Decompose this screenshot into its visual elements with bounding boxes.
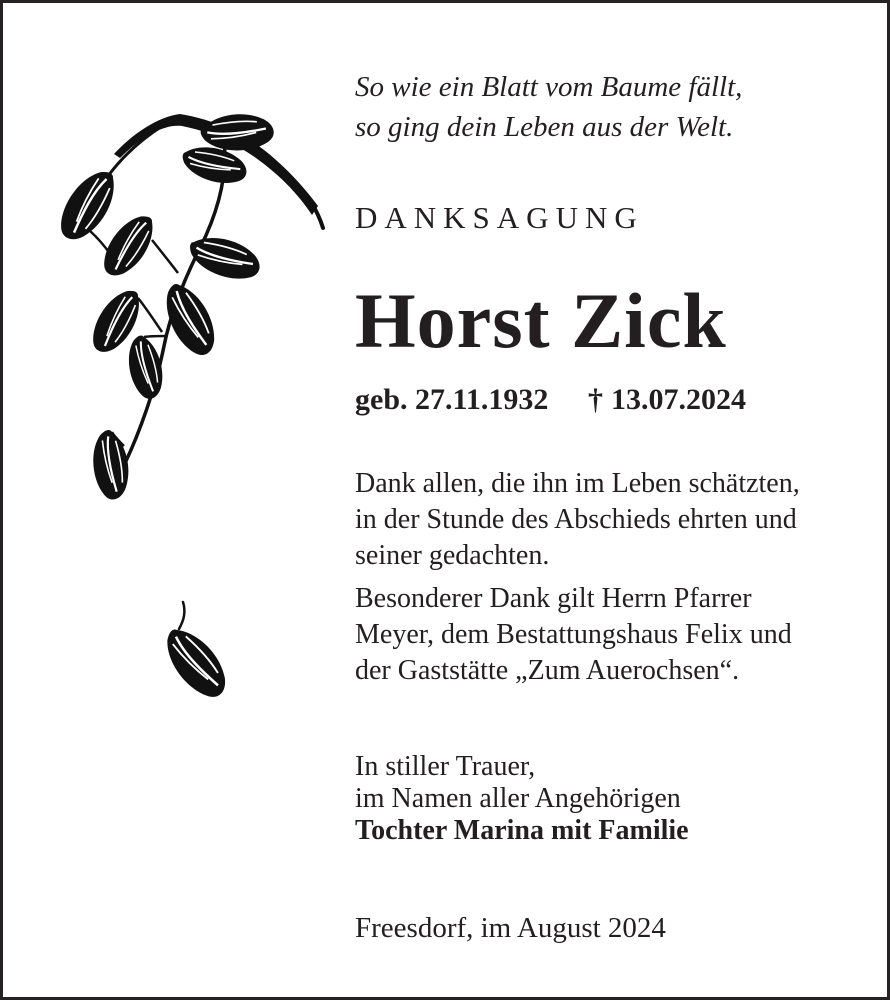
epigraph-line-1: So wie ein Blatt vom Baume fällt, [355,71,743,103]
thanks-paragraph [355,466,800,574]
danksagung-heading: DANKSAGUNG [355,200,644,235]
closing-line: Freesdorf, im August 2024 [355,912,666,944]
branch-illustration [28,88,328,508]
epigraph-line-2: so ging dein Leben aus der Welt. [355,111,734,143]
life-dates [355,381,855,419]
family-signature: Tochter Marina mit Familie [355,815,689,846]
birth-date-value: 27.11.1932 [415,383,549,416]
text-line: Besonderer Dank gilt Herrn Pfarrer [355,583,752,614]
epigraph [355,67,742,147]
death-date-value: 13.07.2024 [611,383,746,416]
deceased-name: Horst Zick [355,277,727,364]
notice-text-column [355,3,880,1000]
mourning-line: In stiller Trauer, [355,751,536,782]
text-line: Meyer, dem Bestattungshaus Felix und [355,619,792,650]
cross-symbol: † [588,383,603,416]
mourning-block [355,751,689,847]
mourning-line: im Namen aller Angehörigen [355,783,681,814]
text-line: in der Stunde des Abschieds ehrten und [355,504,797,535]
text-line: seiner gedachten. [355,540,550,571]
death-date [588,381,746,419]
birth-date [355,383,548,416]
text-line: der Gaststätte „Zum Auerochsen“. [355,655,740,686]
text-line: Dank allen, die ihn im Leben schätzten, [355,468,800,499]
thanks-text [355,466,800,689]
special-thanks-paragraph [355,581,800,689]
falling-leaf-illustration [155,598,255,728]
birth-label: geb. [355,383,408,416]
